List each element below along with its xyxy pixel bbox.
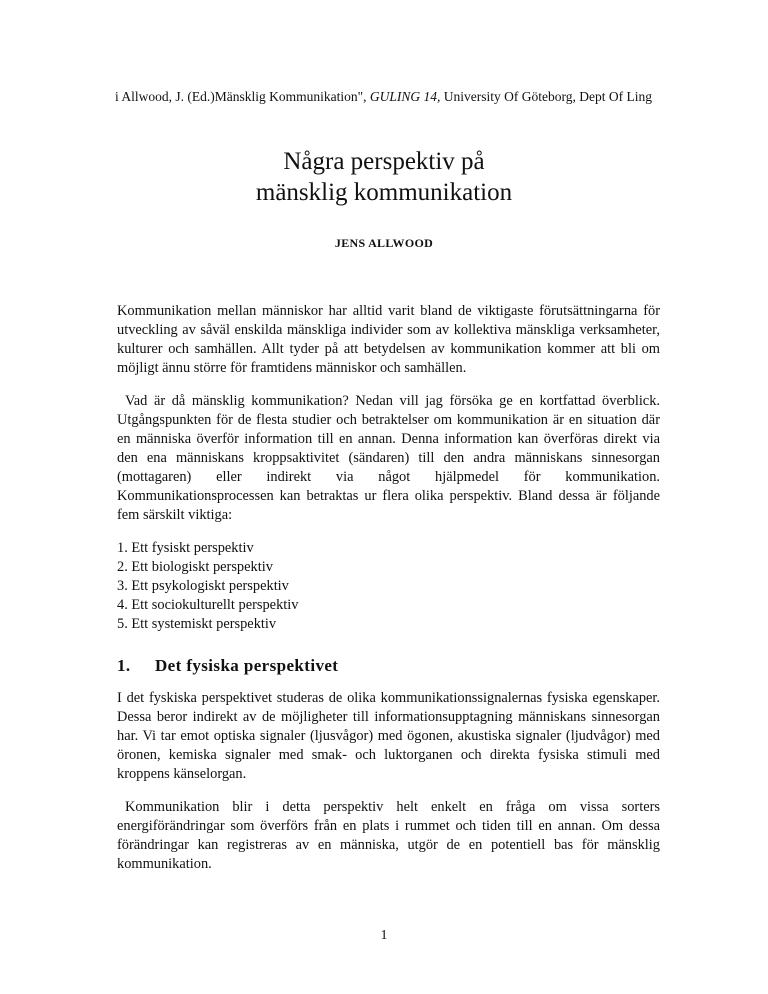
document-body	[117, 302, 660, 888]
page-number: 1	[380, 928, 388, 943]
author-name: JENS ALLWOOD	[334, 236, 434, 250]
citation-header	[115, 88, 768, 106]
section-title: Det fysiska perspektivet	[155, 656, 339, 675]
list-item: 4. Ett sociokulturellt perspektiv	[117, 597, 299, 613]
document-title	[0, 146, 768, 208]
citation-suffix: University Of Göteborg, Dept Of Ling	[440, 89, 652, 104]
list-item: 2. Ett biologiskt perspektiv	[117, 559, 273, 575]
section-paragraph: Kommunikation blir i detta perspektiv helt enkelt en fråga om vissa sorters energiförändringar som överförs från en plats i rummet och tiden till en annan. Om dessa förändringar kan registreras av en människa, utgör de en potentiell bas för mänsklig kommunikation.	[117, 799, 660, 872]
citation-journal: GULING 14,	[369, 89, 441, 104]
overview-paragraph: Vad är då mänsklig kommunikation? Nedan vill jag försöka ge en kortfattad överblick. Utgångspunkten för de flesta studier och betraktelser om kommunikation är en situation där en människa överför information till en annan. Denna information kan överföras direkt via den ena människans kroppsaktivitet (sändaren) till den andra människans sinnesorgan (mottagaren) eller indirekt via något hjälpmedel för kommunikation. Kommunikationsprocessen kan betraktas ur flera olika perspektiv. Bland dessa är följande fem särskilt viktiga:	[117, 393, 660, 523]
title-line-2: mänsklig kommunikation	[255, 179, 513, 206]
title-line-1: Några perspektiv på	[283, 148, 485, 175]
list-item: 5. Ett systemiskt perspektiv	[117, 616, 277, 632]
perspective-list	[117, 539, 660, 634]
section-number: 1.	[117, 656, 131, 675]
section-paragraph: I det fyskiska perspektivet studeras de olika kommunikationssignalernas fysiska egenskaper. Dessa beror indirekt av de möjligheter till informationsupptagning människans sinnesorgan har. Vi tar emot optiska signaler (ljusvågor) med ögonen, akustiska signaler (ljudvågor) med öronen, kemiska signaler med smak- och luktorganen och direkta fysiska stimuli med kroppens känselorgan.	[117, 690, 660, 782]
intro-paragraph: Kommunikation mellan människor har alltid varit bland de viktigaste förutsättningarna för utveckling av såväl enskilda mänskliga individer som av kollektiva mänskliga verksamheter, kulturer och samhällen. Allt tyder på att betydelsen av kommunikation kommer att bli om möjligt ännu större för framtidens människor och samhällen.	[117, 303, 660, 376]
section-heading	[117, 656, 660, 675]
list-item: 3. Ett psykologiskt perspektiv	[117, 578, 289, 594]
citation-prefix: i Allwood, J. (Ed.)Mänsklig Kommunikation",	[115, 89, 370, 104]
list-item: 1. Ett fysiskt perspektiv	[117, 540, 254, 556]
